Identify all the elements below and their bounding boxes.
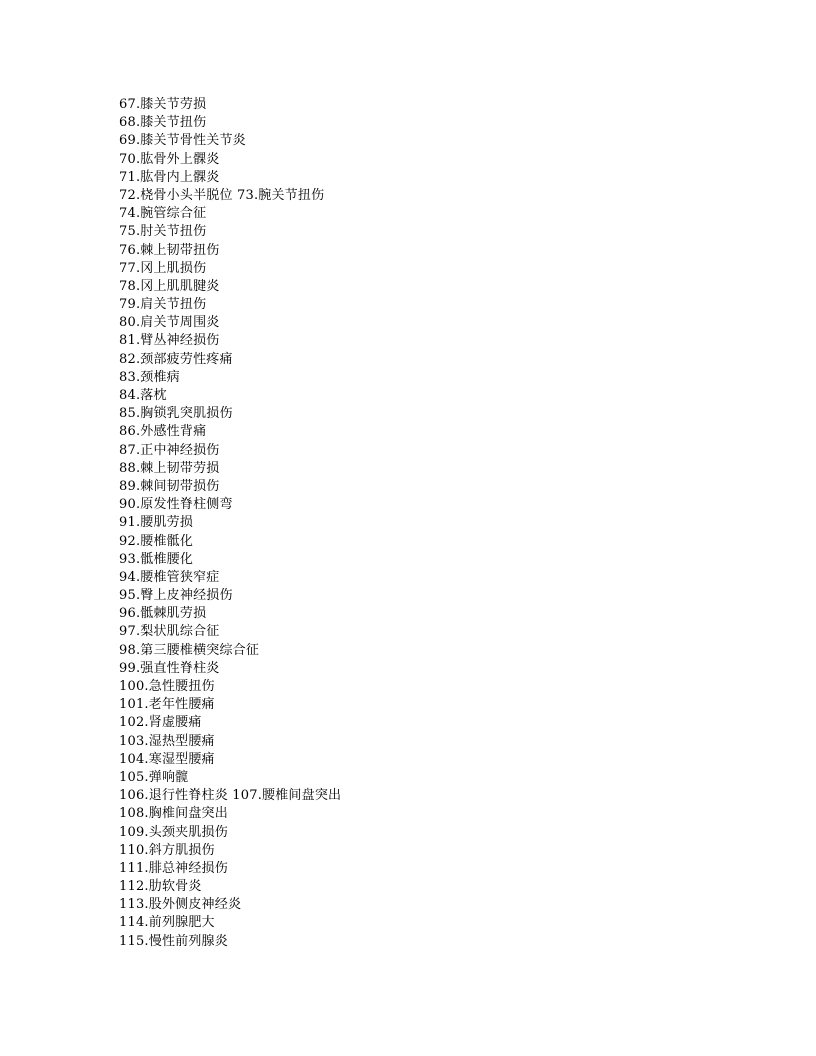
- list-item: 77.冈上肌损伤: [119, 260, 207, 276]
- list-item: 101.老年性腰痛: [119, 697, 215, 713]
- list-item: 83.颈椎病: [119, 369, 180, 385]
- list-item: 102.肾虚腰痛: [119, 715, 202, 731]
- list-item: 91.腰肌劳损: [119, 515, 194, 531]
- list-item: 86.外感性背痛: [119, 424, 207, 440]
- list-item: 97.梨状肌综合征: [119, 624, 220, 640]
- condition-list: [119, 96, 341, 951]
- list-item: 76.棘上韧带扭伤: [119, 242, 220, 258]
- list-item: 100.急性腰扭伤: [119, 679, 215, 694]
- list-item: 106.退行性脊柱炎 107.腰椎间盘突出: [119, 788, 342, 804]
- list-item: 114.前列腺肥大: [119, 915, 215, 931]
- list-item: 109.头颈夹肌损伤: [119, 824, 228, 840]
- list-item: 70.肱骨外上髁炎: [119, 151, 220, 167]
- list-item: 98.第三腰椎横突综合征: [119, 642, 260, 658]
- list-item: 111.腓总神经损伤: [119, 860, 228, 876]
- list-item: 96.骶棘肌劳损: [119, 606, 207, 622]
- list-item: 87.正中神经损伤: [119, 442, 220, 458]
- list-item: 94.腰椎管狭窄症: [119, 569, 220, 585]
- list-item: 72.桡骨小头半脱位 73.腕关节扭伤: [119, 187, 325, 203]
- list-item: 79.肩关节扭伤: [119, 297, 207, 313]
- list-item: 89.棘间韧带损伤: [119, 478, 220, 494]
- list-item: 69.膝关节骨性关节炎: [119, 133, 246, 149]
- list-item: 90.原发性脊柱侧弯: [119, 497, 233, 513]
- list-item: 67.膝关节劳损: [119, 97, 207, 112]
- list-item: 84.落枕: [119, 388, 167, 403]
- list-item: 108.胸椎间盘突出: [119, 806, 228, 822]
- list-item: 78.冈上肌肌腱炎: [119, 278, 220, 294]
- list-item: 112.肋软骨炎: [119, 879, 202, 895]
- list-item: 68.膝关节扭伤: [119, 115, 207, 131]
- list-item: 88.棘上韧带劳损: [119, 460, 220, 476]
- list-item: 113.股外侧皮神经炎: [119, 897, 242, 913]
- list-item: 82.颈部疲劳性疼痛: [119, 351, 233, 367]
- list-item: 85.胸锁乳突肌损伤: [119, 406, 233, 422]
- list-item: 99.强直性脊柱炎: [119, 660, 220, 676]
- list-item: 103.湿热型腰痛: [119, 733, 215, 749]
- list-item: 104.寒湿型腰痛: [119, 751, 215, 767]
- list-item: 92.腰椎骶化: [119, 533, 194, 549]
- list-item: 71.肱骨内上髁炎: [119, 169, 220, 185]
- list-item: 81.臂丛神经损伤: [119, 333, 220, 349]
- list-item: 110.斜方肌损伤: [119, 842, 215, 858]
- list-item: 74.腕管综合征: [119, 206, 207, 222]
- list-item: 80.肩关节周围炎: [119, 315, 220, 331]
- list-item: 93.骶椎腰化: [119, 551, 194, 567]
- list-item: 105.弹响髋: [119, 769, 189, 785]
- list-item: 75.肘关节扭伤: [119, 224, 207, 240]
- list-item: 95.臀上皮神经损伤: [119, 588, 233, 604]
- list-item: 115.慢性前列腺炎: [119, 933, 228, 949]
